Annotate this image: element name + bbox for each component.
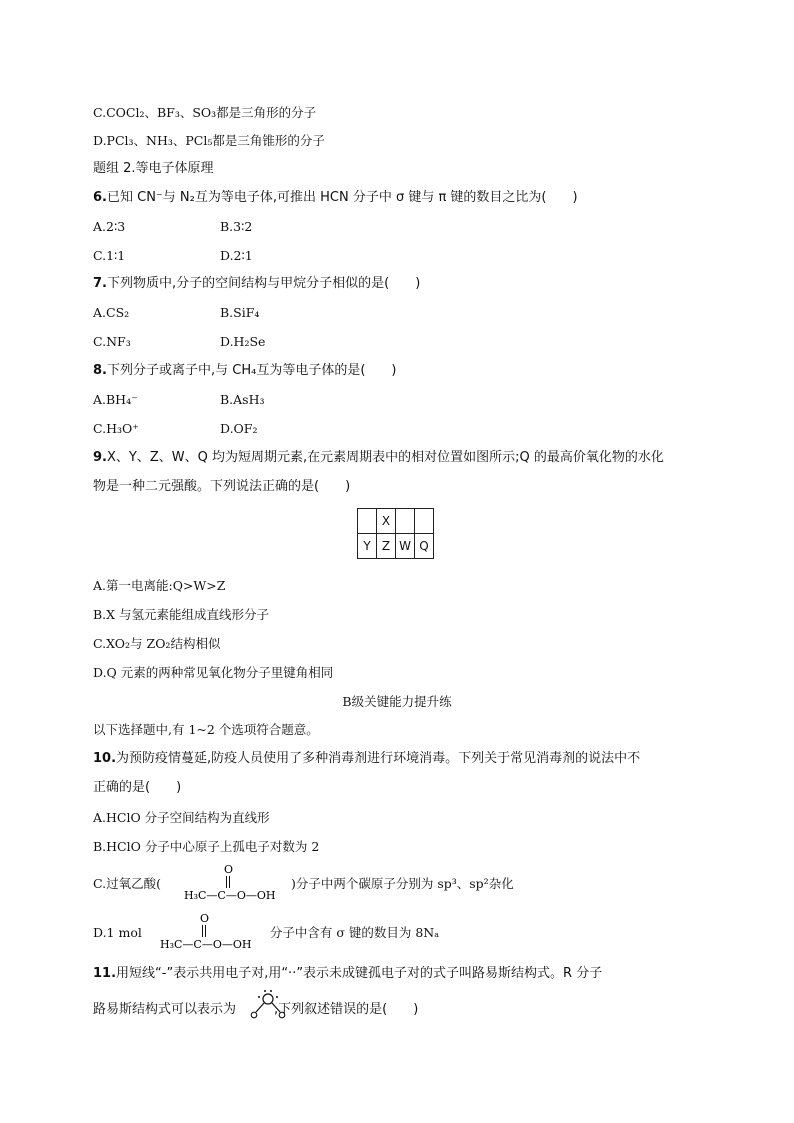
lewis-structure-icon — [248, 988, 288, 1022]
question-9-line1 — [93, 450, 664, 466]
q7-number: 7. — [93, 276, 107, 291]
q8-option-d: D.OF₂ — [220, 421, 258, 436]
q8-number: 8. — [93, 363, 107, 378]
structure-formula: H₃C—C—O—OH — [160, 938, 252, 951]
q6-text: 已知 CN⁻与 N₂互为等电子体,可推出 HCN 分子中 σ 键与 π 键的数目之比为( ) — [106, 190, 578, 205]
question-10-line2: 正确的是( ) — [93, 780, 182, 795]
q11-text-line1: 用短线“-”表示共用电子对,用“··”表示未成键孤电子对的式子叫路易斯结构式。R 分子 — [116, 966, 603, 981]
q8-option-b: B.AsH₃ — [220, 392, 265, 407]
structure-oxygen-label: O — [200, 912, 210, 925]
q10-option-a: A.HClO 分子空间结构为直线形 — [93, 810, 270, 825]
q10c-prefix: C.过氧乙酸( — [93, 876, 161, 891]
q6-options-row1 — [93, 219, 253, 235]
periodic-table-grid — [357, 508, 434, 559]
grid-cell — [358, 509, 377, 534]
q10-option-b: B.HClO 分子中心原子上孤电子对数为 2 — [93, 839, 320, 854]
q6-option-d: D.2∶1 — [220, 248, 253, 263]
q10d-prefix: D.1 mol — [93, 925, 142, 940]
q6-options-row2 — [93, 248, 253, 264]
question-8 — [93, 363, 396, 379]
grid-row-1 — [358, 509, 434, 534]
grid-row-2 — [358, 534, 434, 559]
q10d-suffix: 分子中含有 σ 键的数目为 8Nₐ — [269, 925, 440, 940]
grid-cell-q: Q — [415, 534, 434, 559]
q11-text-line2-post: ,下列叙述错误的是( ) — [274, 1002, 419, 1017]
q9-option-b: B.X 与氢元素能组成直线形分子 — [93, 607, 270, 622]
grid-cell-y: Y — [358, 534, 377, 559]
q7-options-row1 — [93, 305, 260, 321]
peracetic-acid-svg-d — [158, 911, 288, 951]
q6-option-b: B.3∶2 — [220, 219, 253, 234]
section-b-heading: B级关键能力提升练 — [342, 694, 452, 709]
q8-text: 下列分子或离子中,与 CH₄互为等电子体的是( ) — [106, 363, 397, 378]
q7-option-d: D.H₂Se — [220, 334, 266, 349]
question-11-line1 — [93, 966, 602, 982]
q6-option-a: A.2∶3 — [93, 219, 126, 234]
q10-number: 10. — [93, 751, 117, 766]
q5-option-d: D.PCl₃、NH₃、PCl₅都是三角锥形的分子 — [93, 133, 325, 148]
q10c-suffix: )分子中两个碳原子分别为 sp³、sp²杂化 — [290, 876, 514, 891]
q9-text-line1: X、Y、Z、W、Q 均为短周期元素,在元素周期表中的相对位置如图所示;Q 的最高价氧化物的水化 — [106, 450, 664, 465]
question-10-line1 — [93, 751, 640, 767]
grid-cell-w: W — [396, 534, 415, 559]
q7-option-b: B.SiF₄ — [220, 305, 260, 320]
q9-number: 9. — [93, 450, 107, 465]
q6-option-c: C.1∶1 — [93, 248, 126, 263]
structure-formula: H₃C—C—O—OH — [184, 889, 276, 902]
question-6 — [93, 190, 578, 206]
grid-cell — [415, 509, 434, 534]
q9-option-d: D.Q 元素的两种常见氧化物分子里键角相同 — [93, 665, 334, 680]
q7-options-row2 — [93, 334, 266, 350]
multi-choice-note: 以下选择题中,有 1~2 个选项符合题意。 — [93, 722, 319, 737]
q7-option-c: C.NF₃ — [93, 334, 131, 349]
peracetic-acid-svg-c — [182, 862, 312, 902]
q11-number: 11. — [93, 966, 117, 981]
q8-option-a: A.BH₄⁻ — [93, 392, 138, 407]
q8-option-c: C.H₃O⁺ — [93, 421, 139, 436]
structure-oxygen-label: O — [224, 863, 234, 876]
grid-cell-x: X — [377, 509, 396, 534]
grid-cell — [396, 509, 415, 534]
q6-number: 6. — [93, 190, 107, 205]
q7-text: 下列物质中,分子的空间结构与甲烷分子相似的是( ) — [106, 276, 421, 291]
q7-option-a: A.CS₂ — [93, 305, 130, 320]
q8-options-row1 — [93, 392, 265, 408]
q9-option-c: C.XO₂与 ZO₂结构相似 — [93, 636, 221, 651]
q10-text-line1: 为预防疫情蔓延,防疫人员使用了多种消毒剂进行环境消毒。下列关于常见消毒剂的说法中不 — [116, 751, 641, 766]
q11-text-line2-pre: 路易斯结构式可以表示为 — [93, 1002, 237, 1017]
q8-options-row2 — [93, 421, 258, 437]
peracetic-acid-structure-c — [182, 862, 312, 902]
grid-cell-z: Z — [377, 534, 396, 559]
q9-option-a: A.第一电离能:Q>W>Z — [93, 578, 226, 593]
peracetic-acid-structure-d — [158, 911, 288, 951]
question-7 — [93, 276, 420, 292]
q5-option-c: C.COCl₂、BF₃、SO₃都是三角形的分子 — [93, 105, 317, 120]
group-heading: 题组 2.等电子体原理 — [93, 161, 214, 176]
question-9-line2: 物是一种二元强酸。下列说法正确的是( ) — [93, 479, 351, 494]
